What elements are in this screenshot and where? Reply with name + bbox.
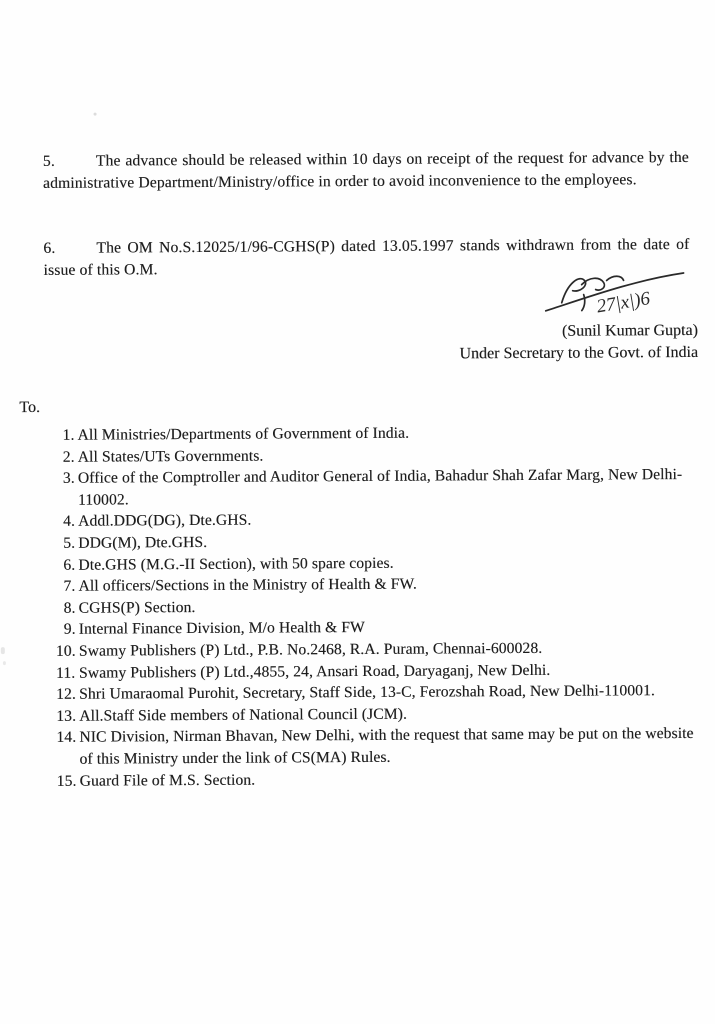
list-item <box>55 464 697 511</box>
recipient-number: 10. <box>55 642 76 660</box>
recipient-text: CGHS(P) Section. <box>78 598 196 617</box>
recipient-text: DDG(M), Dte.GHS. <box>78 533 208 552</box>
recipient-number: 9. <box>63 621 76 639</box>
recipient-text: Guard File of M.S. Section. <box>79 771 256 790</box>
recipient-list <box>54 421 698 792</box>
scan-speck <box>94 113 97 116</box>
recipient-number: 2. <box>62 448 75 466</box>
signatory-title: Under Secretary to the Govt. of India <box>459 343 699 363</box>
paragraph-5 <box>43 147 689 194</box>
paragraph-number: 5. <box>42 152 55 170</box>
recipient-number: 15. <box>56 772 77 790</box>
recipient-number: 7. <box>63 577 76 595</box>
recipient-number: 11. <box>55 664 76 682</box>
recipient-text: Internal Finance Division, M/o Health & FW <box>78 619 365 639</box>
signatory-name: (Sunil Kumar Gupta) <box>561 321 698 340</box>
paragraph-text: The advance should be released within 10 days on receipt of the request for advance by the administrative Department/Ministry/office in order to avoid inconvenience to the employees. <box>42 148 689 192</box>
recipient-text: All States/UTs Governments. <box>77 447 264 466</box>
paragraph-text: The OM No.S.12025/1/96-CGHS(P) dated 13.05.1997 stands withdrawn from the date of issue of this O.M. <box>43 235 690 279</box>
recipient-number: 12. <box>56 685 76 703</box>
recipient-text: Office of the Comptroller and Auditor General of India, Bahadur Shah Zafar Marg, New Delhi-110002. <box>77 466 683 509</box>
signature-block <box>358 268 699 366</box>
recipient-number: 6. <box>63 556 76 574</box>
recipient-text: All Ministries/Departments of Government of India. <box>77 424 410 444</box>
recipient-text: Swamy Publishers (P) Ltd., P.B. No.2468, R.A. Puram, Chennai-600028. <box>78 639 543 660</box>
recipient-number: 14. <box>56 729 77 747</box>
signature-date-scribble: 27|x|)6 <box>595 288 652 318</box>
recipient-text: Dte.GHS (M.G.-II Section), with 50 spare copies. <box>78 554 394 574</box>
recipient-text: Swamy Publishers (P) Ltd.,4855, 24, Ansari Road, Daryaganj, New Delhi. <box>78 661 551 682</box>
recipient-text: Addl.DDG(DG), Dte.GHS. <box>78 512 252 531</box>
to-label: To. <box>19 398 41 417</box>
recipient-number: 13. <box>56 707 77 725</box>
handwritten-signature-icon <box>524 268 694 321</box>
recipient-text: Shri Umaraomal Purohit, Secretary, Staff Side, 13-C, Ferozshah Road, New Delhi-110001. <box>79 682 655 703</box>
scan-speck <box>1 647 5 654</box>
recipient-number: 8. <box>63 599 76 617</box>
recipient-number: 5. <box>63 534 76 552</box>
recipient-number: 1. <box>62 426 75 444</box>
list-item <box>56 723 698 770</box>
list-item <box>57 766 699 792</box>
recipient-text: All.Staff Side members of National Council (JCM). <box>79 705 408 725</box>
recipient-text: All officers/Sections in the Ministry of Health & FW. <box>78 575 417 595</box>
recipient-number: 3. <box>62 469 75 487</box>
recipient-number: 4. <box>63 513 76 531</box>
paragraph-number: 6. <box>43 239 56 257</box>
recipient-text: NIC Division, Nirman Bhavan, New Delhi, with the request that same may be put on the website of this Ministry under the link of CS(MA) Rules. <box>79 725 694 768</box>
scan-speck <box>3 661 6 665</box>
